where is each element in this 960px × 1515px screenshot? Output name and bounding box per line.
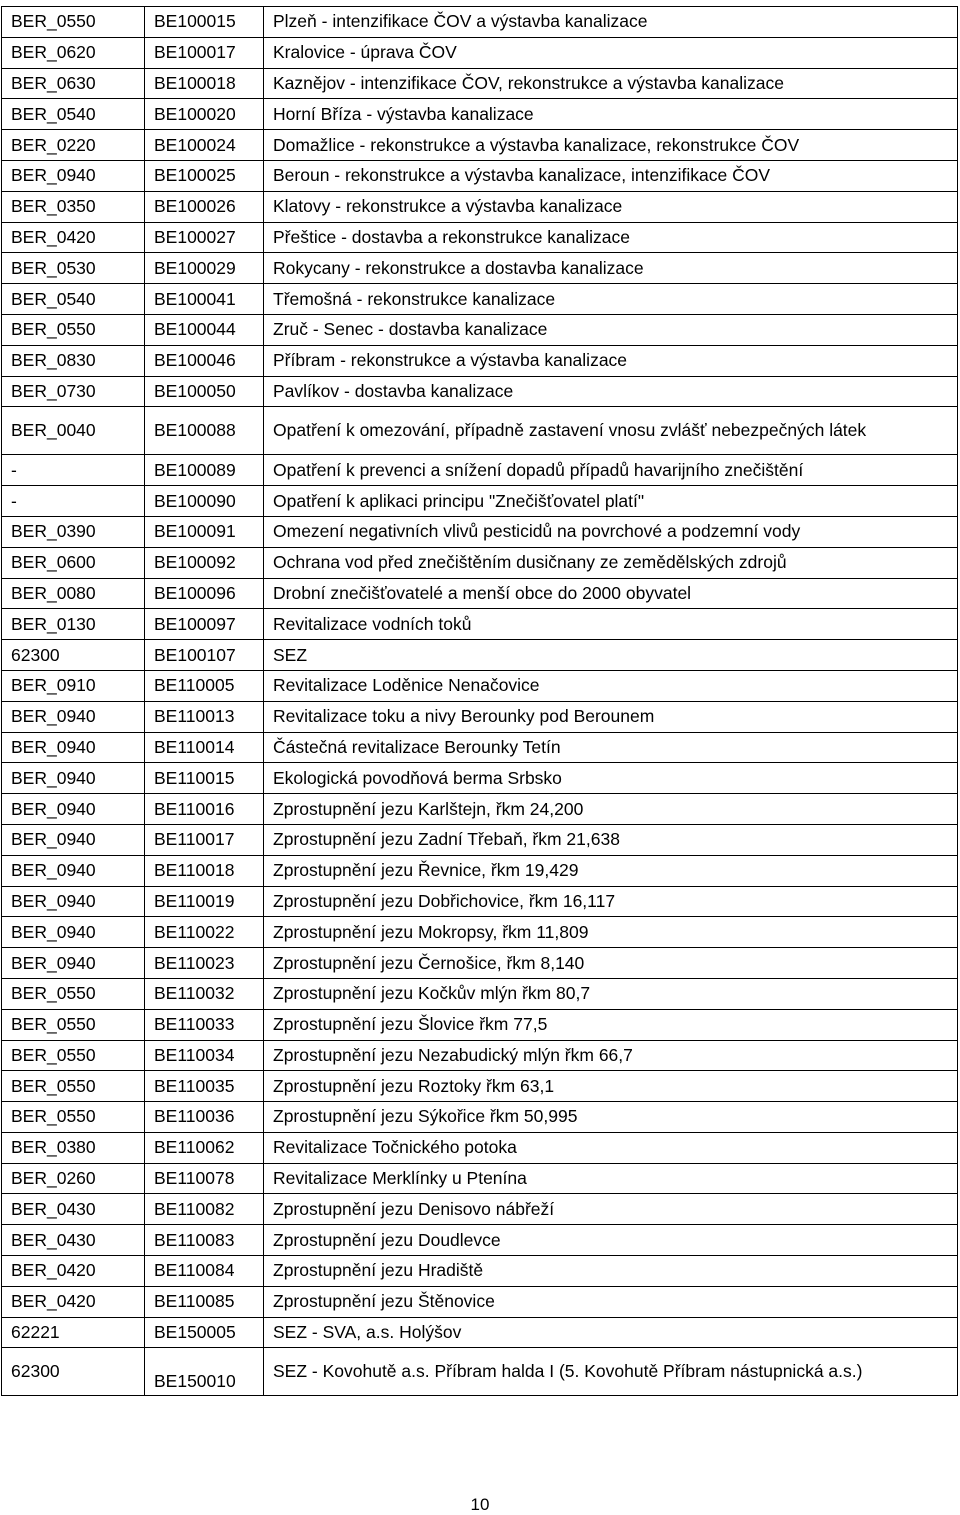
water-body-code-cell: BER_0940 xyxy=(2,732,145,763)
water-body-code-cell: - xyxy=(2,486,145,517)
measure-id-cell: BE100096 xyxy=(145,578,264,609)
measure-name-cell: Zruč - Senec - dostavba kanalizace xyxy=(264,314,958,345)
water-body-code-cell: BER_0940 xyxy=(2,886,145,917)
water-body-code-cell: BER_0940 xyxy=(2,763,145,794)
water-body-code-cell: BER_0550 xyxy=(2,1009,145,1040)
water-body-code-cell: BER_0530 xyxy=(2,253,145,284)
page-number: 10 xyxy=(470,1495,490,1514)
measure-id-cell: BE100020 xyxy=(145,99,264,130)
water-body-code-cell: 62300 xyxy=(2,640,145,671)
water-body-code-cell: BER_0600 xyxy=(2,547,145,578)
table-row xyxy=(2,191,958,222)
water-body-code-cell: BER_0380 xyxy=(2,1132,145,1163)
water-body-code-cell: BER_0430 xyxy=(2,1225,145,1256)
water-body-code-cell: 62221 xyxy=(2,1317,145,1348)
water-body-code-cell: BER_0420 xyxy=(2,1286,145,1317)
table-row xyxy=(2,160,958,191)
table-row xyxy=(2,948,958,979)
water-body-code-cell: BER_0550 xyxy=(2,1102,145,1133)
measure-name-cell: Ekologická povodňová berma Srbsko xyxy=(264,763,958,794)
measure-id-cell: BE100091 xyxy=(145,516,264,547)
water-body-code-cell: BER_0260 xyxy=(2,1163,145,1194)
table-row xyxy=(2,640,958,671)
table-row xyxy=(2,824,958,855)
water-body-code-cell: BER_0940 xyxy=(2,701,145,732)
table-row xyxy=(2,222,958,253)
table-row xyxy=(2,1286,958,1317)
measure-id-cell: BE100025 xyxy=(145,160,264,191)
measure-name-cell: Částečná revitalizace Berounky Tetín xyxy=(264,732,958,763)
measure-id-cell: BE100024 xyxy=(145,130,264,161)
water-body-code-cell: BER_0130 xyxy=(2,609,145,640)
table-row xyxy=(2,1040,958,1071)
table-row xyxy=(2,578,958,609)
measure-name-cell: Zprostupnění jezu Černošice, řkm 8,140 xyxy=(264,948,958,979)
measure-name-cell: Zprostupnění jezu Mokropsy, řkm 11,809 xyxy=(264,917,958,948)
water-body-code-cell: BER_0940 xyxy=(2,824,145,855)
measure-name-cell: Horní Bříza - výstavba kanalizace xyxy=(264,99,958,130)
table-row xyxy=(2,763,958,794)
measure-id-cell: BE110034 xyxy=(145,1040,264,1071)
table-row xyxy=(2,1163,958,1194)
measure-id-cell: BE100027 xyxy=(145,222,264,253)
table-row xyxy=(2,886,958,917)
table-row xyxy=(2,314,958,345)
table-row xyxy=(2,284,958,315)
table-row xyxy=(2,1348,958,1396)
table-row xyxy=(2,855,958,886)
table-row xyxy=(2,37,958,68)
table-row xyxy=(2,486,958,517)
measure-name-cell: Opatření k aplikaci principu "Znečišťovatel platí" xyxy=(264,486,958,517)
measure-name-cell: Zprostupnění jezu Řevnice, řkm 19,429 xyxy=(264,855,958,886)
table-row xyxy=(2,794,958,825)
table-row xyxy=(2,1071,958,1102)
measure-id-cell: BE110085 xyxy=(145,1286,264,1317)
measure-name-cell: Revitalizace Loděnice Nenačovice xyxy=(264,670,958,701)
measure-id-cell: BE110083 xyxy=(145,1225,264,1256)
measure-name-cell: Zprostupnění jezu Štěnovice xyxy=(264,1286,958,1317)
measure-id-cell: BE100107 xyxy=(145,640,264,671)
measure-name-cell: Zprostupnění jezu Denisovo nábřeží xyxy=(264,1194,958,1225)
water-body-code-cell: BER_0040 xyxy=(2,407,145,455)
measure-id-cell: BE110036 xyxy=(145,1102,264,1133)
measure-id-cell: BE110013 xyxy=(145,701,264,732)
water-body-code-cell: BER_0910 xyxy=(2,670,145,701)
measure-id-cell: BE110023 xyxy=(145,948,264,979)
measure-id-cell: BE110017 xyxy=(145,824,264,855)
water-body-code-cell: BER_0550 xyxy=(2,1071,145,1102)
measure-id-cell: BE110018 xyxy=(145,855,264,886)
water-body-code-cell: BER_0550 xyxy=(2,1040,145,1071)
water-body-code-cell: BER_0420 xyxy=(2,1256,145,1287)
table-row xyxy=(2,1317,958,1348)
measure-id-cell: BE110032 xyxy=(145,978,264,1009)
measure-id-cell: BE100044 xyxy=(145,314,264,345)
measure-name-cell: Zprostupnění jezu Karlštejn, řkm 24,200 xyxy=(264,794,958,825)
measure-id-cell: BE110022 xyxy=(145,917,264,948)
measure-id-cell: BE100046 xyxy=(145,345,264,376)
water-body-code-cell: BER_0940 xyxy=(2,917,145,948)
measure-name-cell: Opatření k prevenci a snížení dopadů případů havarijního znečištění xyxy=(264,455,958,486)
table-row xyxy=(2,99,958,130)
measure-name-cell: Opatření k omezování, případně zastavení vnosu zvlášť nebezpečných látek xyxy=(264,407,958,455)
measure-id-cell: BE100026 xyxy=(145,191,264,222)
measure-name-cell: Kralovice - úprava ČOV xyxy=(264,37,958,68)
measure-id-cell: BE100017 xyxy=(145,37,264,68)
measure-id-cell: BE150005 xyxy=(145,1317,264,1348)
water-body-code-cell: BER_0420 xyxy=(2,222,145,253)
table-row xyxy=(2,732,958,763)
measure-name-cell: Revitalizace toku a nivy Berounky pod Berounem xyxy=(264,701,958,732)
water-body-code-cell: - xyxy=(2,455,145,486)
water-body-code-cell: BER_0620 xyxy=(2,37,145,68)
measure-name-cell: Zprostupnění jezu Sýkořice řkm 50,995 xyxy=(264,1102,958,1133)
measure-name-cell: SEZ - Kovohutě a.s. Příbram halda I (5. Kovohutě Příbram nástupnická a.s.) xyxy=(264,1348,958,1396)
measure-id-cell: BE100097 xyxy=(145,609,264,640)
water-body-code-cell: BER_0940 xyxy=(2,160,145,191)
water-body-code-cell: BER_0540 xyxy=(2,284,145,315)
measure-name-cell: Rokycany - rekonstrukce a dostavba kanalizace xyxy=(264,253,958,284)
table-row xyxy=(2,253,958,284)
table-row xyxy=(2,1132,958,1163)
water-body-code-cell: BER_0940 xyxy=(2,855,145,886)
measure-name-cell: Revitalizace vodních toků xyxy=(264,609,958,640)
measure-id-cell: BE110035 xyxy=(145,1071,264,1102)
measure-name-cell: Klatovy - rekonstrukce a výstavba kanalizace xyxy=(264,191,958,222)
table-row xyxy=(2,978,958,1009)
measure-name-cell: Revitalizace Točnického potoka xyxy=(264,1132,958,1163)
water-body-code-cell: BER_0940 xyxy=(2,794,145,825)
measure-name-cell: Zprostupnění jezu Kočkův mlýn řkm 80,7 xyxy=(264,978,958,1009)
table-row xyxy=(2,455,958,486)
table-body xyxy=(2,7,958,1396)
measure-name-cell: Zprostupnění jezu Roztoky řkm 63,1 xyxy=(264,1071,958,1102)
table-row xyxy=(2,130,958,161)
measure-name-cell: SEZ xyxy=(264,640,958,671)
measure-id-cell: BE100088 xyxy=(145,407,264,455)
measure-id-cell: BE110016 xyxy=(145,794,264,825)
measure-name-cell: Zprostupnění jezu Šlovice řkm 77,5 xyxy=(264,1009,958,1040)
measure-name-cell: Ochrana vod před znečištěním dusičnany ze zemědělských zdrojů xyxy=(264,547,958,578)
table-row xyxy=(2,345,958,376)
table-row xyxy=(2,547,958,578)
measure-id-cell: BE110078 xyxy=(145,1163,264,1194)
measure-id-cell: BE150010 xyxy=(145,1348,264,1396)
water-body-code-cell: BER_0830 xyxy=(2,345,145,376)
table-row xyxy=(2,1102,958,1133)
measure-id-cell: BE100090 xyxy=(145,486,264,517)
measure-name-cell: Beroun - rekonstrukce a výstavba kanalizace, intenzifikace ČOV xyxy=(264,160,958,191)
measure-name-cell: Domažlice - rekonstrukce a výstavba kanalizace, rekonstrukce ČOV xyxy=(264,130,958,161)
measure-id-cell: BE100041 xyxy=(145,284,264,315)
water-body-code-cell: 62300 xyxy=(2,1348,145,1396)
water-body-code-cell: BER_0220 xyxy=(2,130,145,161)
measure-id-cell: BE110084 xyxy=(145,1256,264,1287)
table-row xyxy=(2,609,958,640)
measure-id-cell: BE110005 xyxy=(145,670,264,701)
measure-id-cell: BE100092 xyxy=(145,547,264,578)
water-body-code-cell: BER_0730 xyxy=(2,376,145,407)
water-body-code-cell: BER_0630 xyxy=(2,68,145,99)
table-row xyxy=(2,670,958,701)
measure-id-cell: BE110062 xyxy=(145,1132,264,1163)
measure-name-cell: Pavlíkov - dostavba kanalizace xyxy=(264,376,958,407)
measure-name-cell: SEZ - SVA, a.s. Holýšov xyxy=(264,1317,958,1348)
measure-name-cell: Omezení negativních vlivů pesticidů na povrchové a podzemní vody xyxy=(264,516,958,547)
water-body-code-cell: BER_0550 xyxy=(2,314,145,345)
table-row xyxy=(2,1009,958,1040)
measure-id-cell: BE110033 xyxy=(145,1009,264,1040)
table-row xyxy=(2,376,958,407)
measure-name-cell: Třemošná - rekonstrukce kanalizace xyxy=(264,284,958,315)
measure-id-cell: BE110014 xyxy=(145,732,264,763)
water-body-code-cell: BER_0540 xyxy=(2,99,145,130)
water-body-code-cell: BER_0430 xyxy=(2,1194,145,1225)
measure-name-cell: Zprostupnění jezu Hradiště xyxy=(264,1256,958,1287)
measure-id-cell: BE110019 xyxy=(145,886,264,917)
table-row xyxy=(2,68,958,99)
measure-name-cell: Zprostupnění jezu Zadní Třebaň, řkm 21,638 xyxy=(264,824,958,855)
measure-id-cell: BE100050 xyxy=(145,376,264,407)
measure-name-cell: Revitalizace Merklínky u Ptenína xyxy=(264,1163,958,1194)
measure-id-cell: BE100018 xyxy=(145,68,264,99)
measure-id-cell: BE100015 xyxy=(145,7,264,38)
table-row xyxy=(2,7,958,38)
measure-name-cell: Zprostupnění jezu Doudlevce xyxy=(264,1225,958,1256)
table-row xyxy=(2,1225,958,1256)
water-body-code-cell: BER_0390 xyxy=(2,516,145,547)
table-row xyxy=(2,516,958,547)
measure-id-cell: BE100029 xyxy=(145,253,264,284)
measure-id-cell: BE110082 xyxy=(145,1194,264,1225)
water-body-code-cell: BER_0350 xyxy=(2,191,145,222)
measure-name-cell: Drobní znečišťovatelé a menší obce do 2000 obyvatel xyxy=(264,578,958,609)
water-body-code-cell: BER_0550 xyxy=(2,7,145,38)
water-body-code-cell: BER_0940 xyxy=(2,948,145,979)
measure-id-cell: BE100089 xyxy=(145,455,264,486)
water-body-code-cell: BER_0550 xyxy=(2,978,145,1009)
measures-table xyxy=(1,6,958,1396)
measure-name-cell: Plzeň - intenzifikace ČOV a výstavba kanalizace xyxy=(264,7,958,38)
table-row xyxy=(2,701,958,732)
measure-name-cell: Kaznějov - intenzifikace ČOV, rekonstrukce a výstavba kanalizace xyxy=(264,68,958,99)
table-row xyxy=(2,1256,958,1287)
water-body-code-cell: BER_0080 xyxy=(2,578,145,609)
table-row xyxy=(2,917,958,948)
measure-name-cell: Přeštice - dostavba a rekonstrukce kanalizace xyxy=(264,222,958,253)
table-row xyxy=(2,407,958,455)
measure-name-cell: Zprostupnění jezu Dobřichovice, řkm 16,117 xyxy=(264,886,958,917)
measure-name-cell: Zprostupnění jezu Nezabudický mlýn řkm 66,7 xyxy=(264,1040,958,1071)
measure-name-cell: Příbram - rekonstrukce a výstavba kanalizace xyxy=(264,345,958,376)
table-row xyxy=(2,1194,958,1225)
measure-id-cell: BE110015 xyxy=(145,763,264,794)
